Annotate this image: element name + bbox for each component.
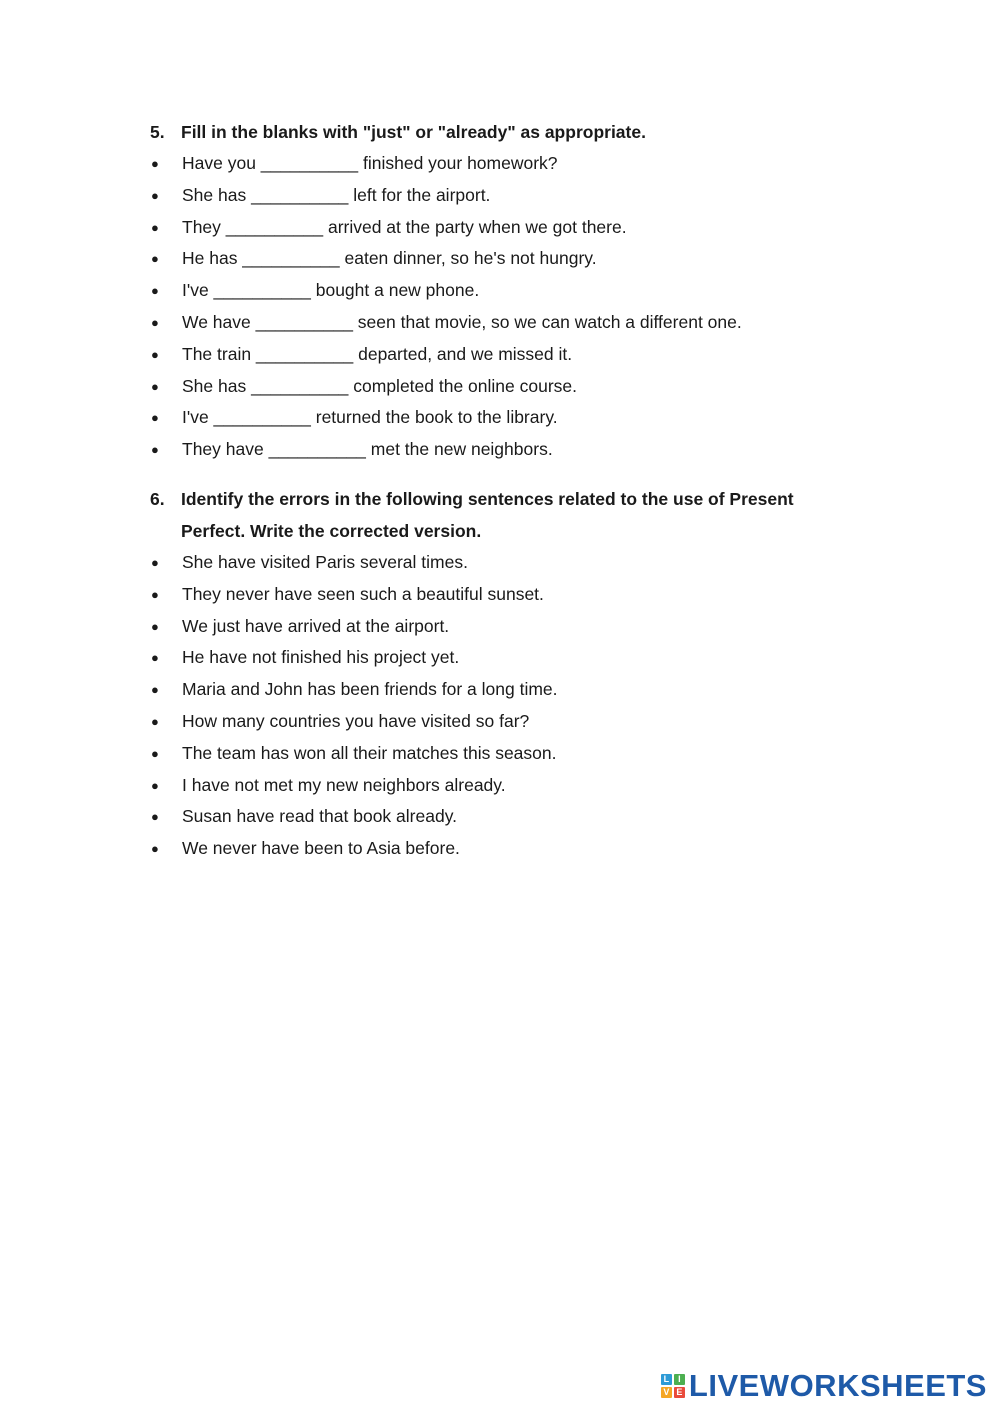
bullet-icon: ● bbox=[151, 283, 159, 299]
exercise-6-number: 6. bbox=[150, 489, 165, 509]
exercise-6-heading bbox=[150, 483, 850, 547]
sentence: Maria and John has been friends for a long time. bbox=[182, 679, 558, 700]
sentence: Have you __________ finished your homework? bbox=[182, 153, 558, 173]
bullet-icon: ● bbox=[151, 219, 159, 235]
sentence: I have not met my new neighbors already. bbox=[182, 774, 506, 795]
sentence: They __________ arrived at the party when we got there. bbox=[182, 216, 627, 237]
logo-letter-i: I bbox=[674, 1374, 685, 1385]
bullet-icon: ● bbox=[151, 841, 159, 857]
sentence: He has __________ eaten dinner, so he's not hungry. bbox=[182, 248, 597, 269]
exercise-5-heading bbox=[150, 116, 850, 148]
sentence: Susan have read that book already. bbox=[182, 806, 458, 827]
bullet-icon: ● bbox=[151, 378, 159, 394]
sentence: The train __________ departed, and we missed it. bbox=[182, 343, 573, 364]
logo-letter-v: V bbox=[661, 1387, 672, 1398]
list-item bbox=[150, 180, 850, 212]
sentence: We never have been to Asia before. bbox=[182, 838, 460, 859]
list-item bbox=[150, 642, 850, 674]
list-item bbox=[150, 402, 850, 434]
liveworksheets-logo bbox=[661, 1368, 987, 1404]
bullet-icon: ● bbox=[151, 777, 159, 793]
bullet-icon: ● bbox=[151, 555, 159, 570]
list-item bbox=[150, 611, 850, 643]
sentence: She has __________ left for the airport. bbox=[182, 184, 491, 205]
logo-icon bbox=[661, 1374, 685, 1398]
list-item bbox=[150, 275, 850, 307]
bullet-icon: ● bbox=[151, 156, 159, 171]
list-item bbox=[150, 307, 850, 339]
sentence: We just have arrived at the airport. bbox=[182, 615, 450, 636]
list-item bbox=[150, 148, 850, 180]
bullet-icon: ● bbox=[151, 713, 159, 729]
bullet-icon: ● bbox=[151, 586, 159, 602]
list-item bbox=[150, 579, 850, 611]
exercise-5-number: 5. bbox=[150, 122, 165, 142]
sentence: I've __________ bought a new phone. bbox=[182, 280, 480, 301]
list-item bbox=[150, 833, 850, 865]
logo-letter-e: E bbox=[674, 1387, 685, 1398]
list-item bbox=[150, 339, 850, 371]
brand-name: LIVEWORKSHEETS bbox=[688, 1368, 987, 1403]
sentence: The team has won all their matches this season. bbox=[182, 742, 557, 763]
list-item bbox=[150, 212, 850, 244]
logo-letter-l: L bbox=[661, 1374, 672, 1385]
bullet-icon: ● bbox=[151, 314, 159, 330]
list-item bbox=[150, 674, 850, 706]
bullet-icon: ● bbox=[151, 745, 159, 761]
list-item bbox=[150, 243, 850, 275]
exercise-6-instruction: Identify the errors in the following sentences related to the use of Present Perfect. Write the corrected version. bbox=[181, 489, 794, 541]
sentence: She have visited Paris several times. bbox=[182, 552, 468, 572]
sentence: They never have seen such a beautiful sunset. bbox=[182, 583, 544, 604]
bullet-icon: ● bbox=[151, 410, 159, 426]
exercise-6 bbox=[150, 483, 850, 865]
exercise-5-list bbox=[150, 148, 850, 466]
sentence: We have __________ seen that movie, so we can watch a different one. bbox=[182, 311, 742, 332]
sentence: I've __________ returned the book to the library. bbox=[182, 407, 558, 428]
sentence: He have not finished his project yet. bbox=[182, 647, 460, 668]
bullet-icon: ● bbox=[151, 618, 159, 634]
list-item bbox=[150, 706, 850, 738]
list-item bbox=[150, 547, 850, 579]
bullet-icon: ● bbox=[151, 251, 159, 267]
list-item bbox=[150, 738, 850, 770]
bullet-icon: ● bbox=[151, 809, 159, 825]
bullet-icon: ● bbox=[151, 346, 159, 362]
bullet-icon: ● bbox=[151, 187, 159, 203]
sentence: They have __________ met the new neighbors. bbox=[182, 439, 553, 460]
sentence: She has __________ completed the online course. bbox=[182, 375, 578, 396]
bullet-icon: ● bbox=[151, 682, 159, 698]
list-item bbox=[150, 801, 850, 833]
list-item bbox=[150, 371, 850, 403]
list-item bbox=[150, 770, 850, 802]
sentence: How many countries you have visited so far? bbox=[182, 710, 530, 731]
exercise-6-list bbox=[150, 547, 850, 865]
list-item bbox=[150, 434, 850, 466]
exercise-5 bbox=[150, 116, 850, 466]
bullet-icon: ● bbox=[151, 650, 159, 666]
bullet-icon: ● bbox=[151, 442, 159, 458]
exercise-5-instruction: Fill in the blanks with "just" or "already" as appropriate. bbox=[181, 122, 646, 142]
